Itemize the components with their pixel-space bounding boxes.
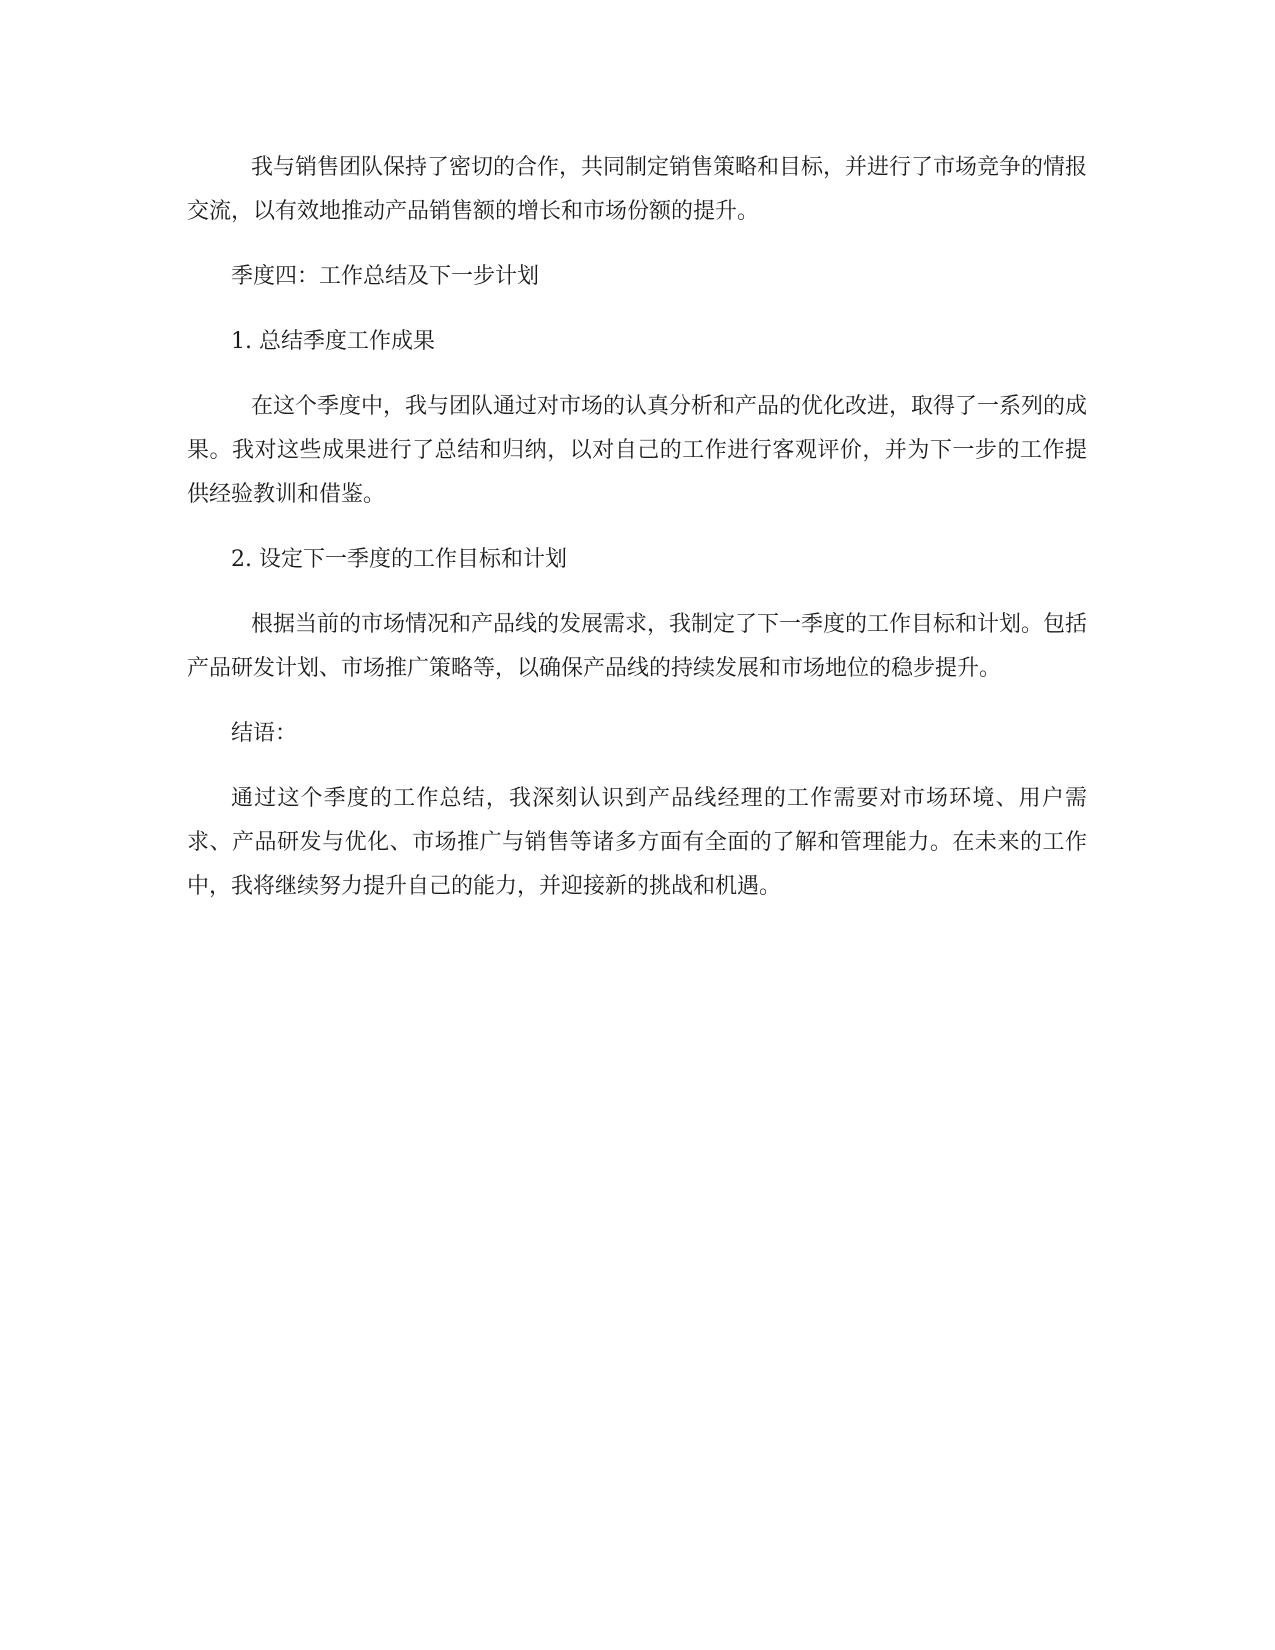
conclusion-heading: 结语： — [231, 721, 298, 746]
paragraph-summary: 在这个季度中，我与团队通过对市场的认真分析和产品的优化改进，取得了一系列的成果。我对这些成果进行了总结和归纳，以对自己的工作进行客观评价，并为下一步的工作提供经验教训和借鉴。 — [187, 394, 1088, 507]
paragraph-next-plan: 根据当前的市场情况和产品线的发展需求，我制定了下一季度的工作目标和计划。包括产品研发计划、市场推广策略等，以确保产品线的持续发展和市场地位的稳步提升。 — [187, 612, 1088, 681]
document-body — [187, 146, 1087, 930]
paragraph-conclusion: 通过这个季度的工作总结，我深刻认识到产品线经理的工作需要对市场环境、用户需求、产品研发与优化、市场推广与销售等诸多方面有全面的了解和管理能力。在未来的工作中，我将继续努力提升自己的能力，并迎接新的挑战和机遇。 — [187, 786, 1087, 899]
subheading-summary: 1. 总结季度工作成果 — [231, 329, 435, 354]
section-heading-q4: 季度四：工作总结及下一步计划 — [231, 264, 540, 289]
paragraph-sales-cooperation: 我与销售团队保持了密切的合作，共同制定销售策略和目标，并进行了市场竞争的情报交流，以有效地推动产品销售额的增长和市场份额的提升。 — [187, 155, 1088, 224]
subheading-next-plan: 2. 设定下一季度的工作目标和计划 — [231, 547, 567, 572]
